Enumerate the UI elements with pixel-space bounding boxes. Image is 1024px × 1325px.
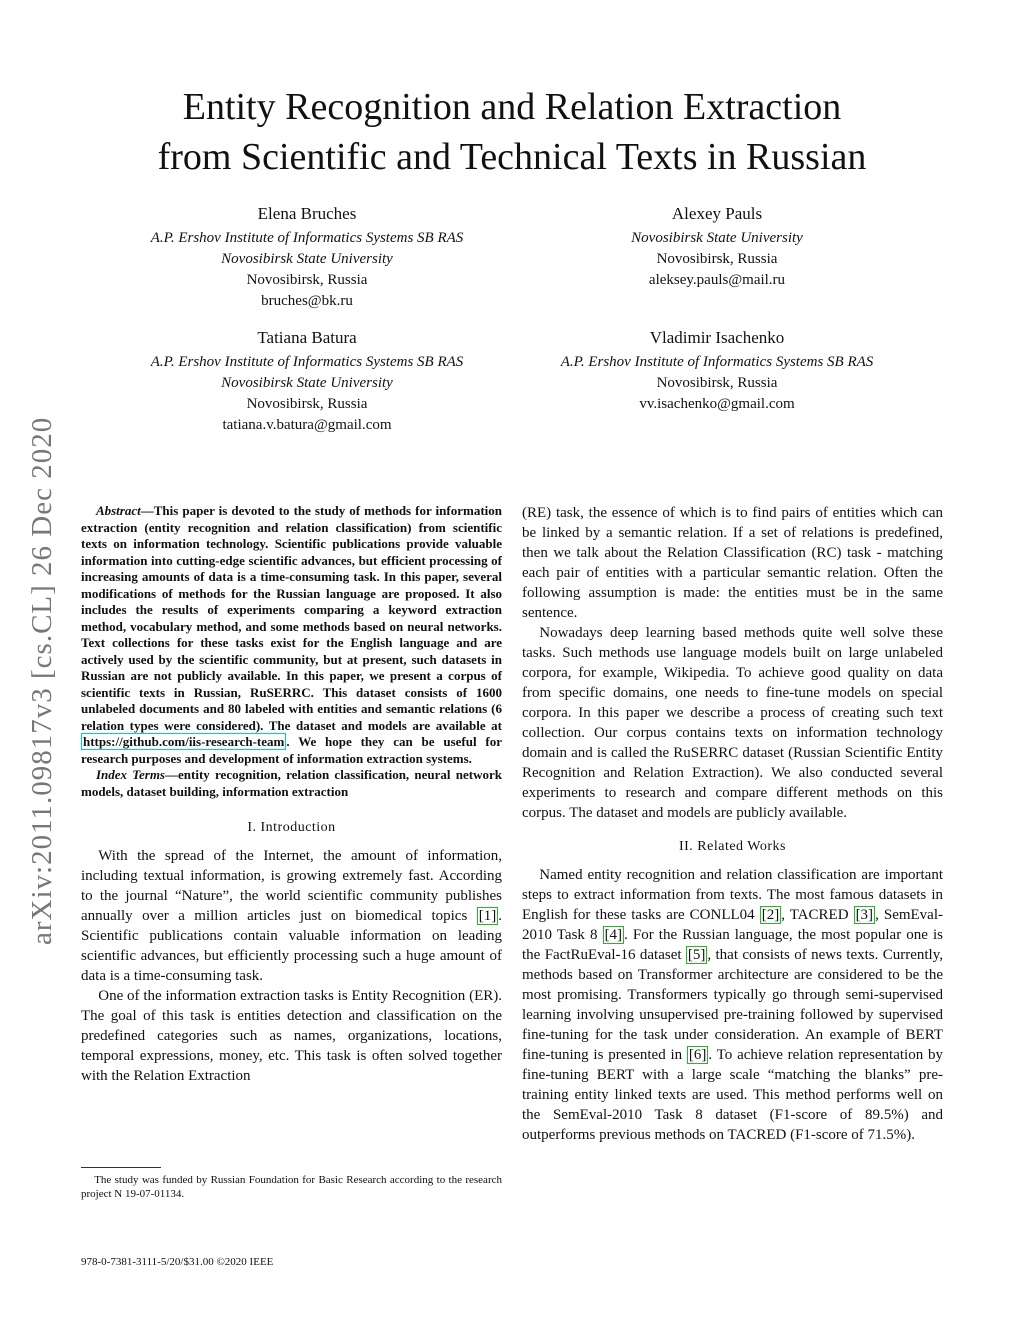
citation-link[interactable]: [3] — [855, 907, 874, 923]
copyright-line: 978-0-7381-3111-5/20/$31.00 ©2020 IEEE — [81, 1256, 274, 1268]
author-block-bruches — [97, 202, 517, 312]
footnote: The study was funded by Russian Foundation for Basic Research according to the research project N 19-07-01134. — [81, 1174, 502, 1200]
section-heading-related-works: II. Related Works — [678, 839, 787, 854]
rw-text: , TACRED — [781, 907, 854, 923]
right-column — [522, 503, 943, 1145]
author-location: Novosibirsk, Russia — [246, 272, 368, 288]
section-heading-introduction: I. Introduction — [247, 820, 336, 835]
author-block-isachenko — [507, 326, 927, 415]
author-affiliation: Novosibirsk State University — [631, 230, 803, 246]
github-link[interactable]: https://github.com/iis-research-team — [83, 734, 285, 749]
author-email: bruches@bk.ru — [261, 293, 353, 309]
rw-text: , SemEval-2010 Task 8 — [522, 907, 944, 943]
title-line-1: Entity Recognition and Relation Extraction — [182, 86, 842, 128]
abstract — [81, 503, 502, 767]
related-works-paragraph — [522, 865, 943, 1145]
arxiv-identifier: arXiv:2011.09817v3 [cs.CL] 26 Dec 2020 — [26, 416, 58, 945]
author-affiliation: A.P. Ershov Institute of Informatics Systems SB RAS — [150, 230, 464, 246]
author-name: Elena Bruches — [257, 204, 357, 223]
footnote-divider — [81, 1167, 161, 1168]
author-email: vv.isachenko@gmail.com — [639, 396, 795, 412]
author-block-pauls — [507, 202, 927, 291]
author-location: Novosibirsk, Russia — [656, 251, 778, 267]
intro-text: With the spread of the Internet, the amount of information, including textual information, is growing extremely fast. According to the journal “Nature”, the world scientific community publishes annually over a million articles just on biomedical topics — [81, 848, 502, 924]
citation-link[interactable]: [2] — [761, 907, 780, 923]
index-terms — [81, 767, 502, 800]
citation-link[interactable]: [6] — [688, 1047, 707, 1063]
author-location: Novosibirsk, Russia — [246, 396, 368, 412]
right-paragraph-2: Nowadays deep learning based methods quite well solve these tasks. Such methods use language models built on large unlabeled corpora, for example, Wikipedia. To achieve good quality on data from specific domains, one needs to fine-tune models on special corpora. In this paper we describe a process of creating such text collection. Our corpus contains texts on information technology domain and is called the RuSERRC dataset (Russian Scientific Entity Recognition and Relation Extraction). We also conducted several experiments to research and compare different methods on this corpus. The dataset and models are publicly available. — [522, 625, 943, 821]
citation-link[interactable]: [1] — [478, 908, 497, 924]
abstract-text-end: . We hope they can be useful for research purposes and development of information extraction systems. — [81, 734, 502, 766]
author-name: Alexey Pauls — [671, 204, 763, 223]
author-email: aleksey.pauls@mail.ru — [648, 272, 786, 288]
index-terms-label: Index Terms — [95, 767, 165, 782]
author-affiliation: A.P. Ershov Institute of Informatics Systems SB RAS — [560, 354, 874, 370]
rw-text: . To achieve relation representation by fine-tuning BERT with a large scale “matching the blanks” pre-training entity linked texts are used. This method performs well on the SemEval-2010 Task 8 dataset (F1-score of 89.5%) and outperforms previous methods on TACRED (F1-score of 71.5%). — [522, 1047, 943, 1143]
citation-link[interactable]: [4] — [604, 927, 623, 943]
right-paragraph-1: (RE) task, the essence of which is to find pairs of entities which can be linked by a semantic relation. If a set of relations is predefined, then we talk about the Relation Classification (RC) task - matching each pair of entities with a particular semantic relation. Often the following assumption is made: the entities must be in the same sentence. — [522, 505, 943, 621]
title-line-2: from Scientific and Technical Texts in Russian — [157, 136, 867, 178]
author-affiliation: Novosibirsk State University — [221, 375, 393, 391]
left-column — [81, 503, 502, 1086]
paper-title — [100, 82, 924, 182]
intro-paragraph-1 — [81, 846, 502, 986]
citation-link[interactable]: [5] — [687, 947, 706, 963]
author-block-batura — [97, 326, 517, 436]
index-terms-text: —entity recognition, relation classification, neural network models, dataset building, information extraction — [81, 767, 502, 799]
rw-text: Named entity recognition and relation classification are important steps to extract information from texts. The most famous datasets in English for these tasks are CONLL04 — [522, 867, 943, 923]
author-affiliation: A.P. Ershov Institute of Informatics Systems SB RAS — [150, 354, 464, 370]
author-email: tatiana.v.batura@gmail.com — [222, 417, 392, 433]
abstract-label: Abstract — [95, 503, 141, 518]
abstract-text: —This paper is devoted to the study of methods for information extraction (entity recognition and relation classification) from scientific texts on information technology. Scientific publications provide valuable information into cutting-edge scientific advances, but efficient processing of increasing amounts of data is a time-consuming task. In this paper, several modifications of methods for the Russian language are proposed. It also includes the results of experiments comparing a keyword extraction method, vocabulary method, and some methods based on neural networks. Text collections for these tasks exist for the English language and are actively used by the scientific community, but at present, such datasets in Russian are not publicly available. In this paper, we present a corpus of scientific texts in Russian, RuSERRC. This dataset consists of 1600 unlabeled documents and 80 labeled with entities and semantic relations (6 relation types were considered). The dataset and models are available at — [81, 503, 502, 733]
author-affiliation: Novosibirsk State University — [221, 251, 393, 267]
intro-paragraph-2: One of the information extraction tasks is Entity Recognition (ER). The goal of this task is entities detection and classification on the predefined categories such as names, organizations, locations, temporal expressions, money, etc. This task is often solved together with the Relation Extraction — [81, 988, 502, 1084]
author-name: Vladimir Isachenko — [649, 328, 785, 347]
intro-text: . Scientific publications contain valuable information on leading scientific advances, but efficiently processing such a huge amount of data is a time-consuming task. — [81, 908, 502, 984]
rw-text: , that consists of news texts. Currently, methods based on Transformer architecture are considered to be the most promising. Transformers typically go through semi-supervised learning involving unsupervised pre-training followed by supervised fine-tuning for the task under consideration. An example of BERT fine-tuning is presented in — [522, 947, 943, 1063]
author-name: Tatiana Batura — [257, 328, 357, 347]
rw-text: . For the Russian language, the most popular one is the FactRuEval-16 dataset — [522, 927, 943, 963]
author-location: Novosibirsk, Russia — [656, 375, 778, 391]
